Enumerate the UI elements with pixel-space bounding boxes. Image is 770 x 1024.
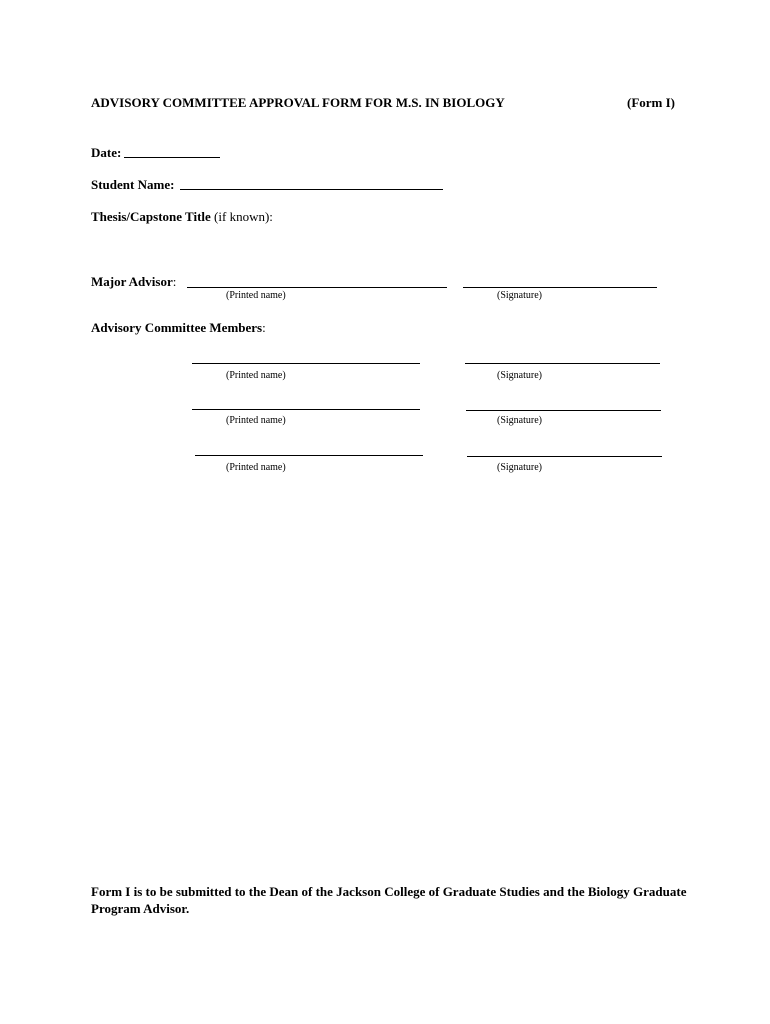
signature-caption: (Signature)	[497, 462, 542, 473]
major-advisor-field	[91, 274, 176, 290]
signature-caption: (Signature)	[497, 370, 542, 381]
form-title: ADVISORY COMMITTEE APPROVAL FORM FOR M.S. IN BIOLOGY	[91, 95, 505, 110]
member-1-signature-line[interactable]	[465, 363, 660, 364]
committee-members-colon: :	[262, 320, 266, 335]
student-name-label: Student Name:	[91, 177, 175, 192]
form-id: (Form I)	[627, 95, 676, 110]
printed-name-caption: (Printed name)	[226, 462, 286, 473]
submission-instructions: Form I is to be submitted to the Dean of the Jackson College of Graduate Studies and the Biology Graduate Program Advisor.	[91, 884, 687, 916]
major-advisor-signature-line[interactable]	[463, 287, 657, 288]
major-advisor-label: Major Advisor	[91, 274, 173, 289]
signature-caption: (Signature)	[497, 415, 542, 426]
date-label: Date:	[91, 145, 122, 160]
thesis-title-field	[91, 209, 273, 225]
member-3-name-line[interactable]	[195, 455, 423, 456]
printed-name-caption: (Printed name)	[226, 415, 286, 426]
member-2-signature-line[interactable]	[466, 410, 661, 411]
printed-name-caption: (Printed name)	[226, 370, 286, 381]
major-advisor-colon: :	[172, 274, 177, 289]
signature-caption: (Signature)	[497, 290, 542, 301]
date-input-line[interactable]	[124, 157, 220, 158]
thesis-title-label: Thesis/Capstone Title	[91, 209, 211, 224]
member-1-name-line[interactable]	[192, 363, 420, 364]
member-3-signature-line[interactable]	[467, 456, 662, 457]
printed-name-caption: (Printed name)	[226, 290, 286, 301]
thesis-title-note: (if known):	[210, 209, 273, 224]
committee-members-field	[91, 320, 266, 336]
major-advisor-name-line[interactable]	[187, 287, 447, 288]
student-name-input-line[interactable]	[180, 189, 443, 190]
member-2-name-line[interactable]	[192, 409, 420, 410]
committee-members-label: Advisory Committee Members	[91, 320, 263, 335]
